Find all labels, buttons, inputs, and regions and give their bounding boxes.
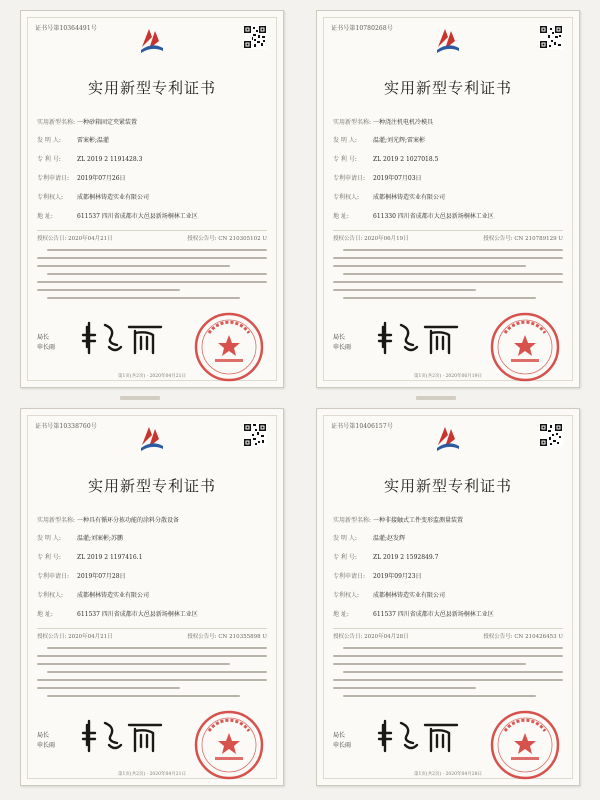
commissioner-signature [377,317,465,359]
utility-model-name: 实用新型名称: 一种具有循环分拣功能的涂料分散设备 [37,517,180,524]
page-footer: 第1页(共2页) · 2020年04月21日 [118,374,186,379]
filing-date: 专利申请日: 2019年09月23日 [333,573,422,580]
certificate-number: 证书号第10364491号 [35,25,97,32]
certificate-title: 实用新型专利证书 [383,477,512,495]
authorization-date: 2020年06月19日 [364,236,409,242]
binder-clip [416,396,456,400]
binder-clip [120,396,160,400]
cnipa-emblem-icon [139,423,165,453]
page-footer: 第1页(共2页) · 2020年06月19日 [414,374,482,379]
certificate-title: 实用新型专利证书 [87,79,216,97]
utility-model-name: 实用新型名称: 一种砂箱固定夹紧装置 [37,119,138,126]
commissioner: 局长 申长雨 [37,732,56,749]
certificate-number: 证书号第10406157号 [331,423,393,430]
authorization-code: CN 210789129 U [514,236,563,242]
owner-address: 地 址: 611330 四川省成都市大邑县新场桐林工业区 [333,213,494,220]
patent-owner: 专利权人: 成都桐林铸造实业有限公司 [37,194,150,201]
inventors: 发 明 人: 温灌;刘光辉;雷案彬 [333,137,426,144]
certificate-body-text [333,647,563,709]
authorization-date: 2020年04月21日 [68,634,113,640]
inventors: 发 明 人: 温灌;刘案彬;苏鹏 [37,535,124,542]
certificate-number: 证书号第10780268号 [331,25,393,32]
patent-number: 专 利 号: ZL 2019 2 1592849.7 [333,554,439,561]
qr-code-icon [243,423,267,447]
authorization-code: CN 210305102 U [218,236,267,242]
commissioner-signature [81,715,169,757]
qr-code-icon [539,25,563,49]
commissioner-signature [81,317,169,359]
patent-owner: 专利权人: 成都桐林铸造实业有限公司 [333,592,446,599]
certificate-3 [20,408,284,786]
page-footer: 第1页(共2页) · 2020年04月21日 [118,772,186,777]
authorization-date: 2020年04月28日 [364,634,409,640]
authorization-line: 授权公告日: 2020年04月21日 授权公告号: CN 210305102 U [37,230,267,242]
authorization-line: 授权公告日: 2020年04月21日 授权公告号: CN 210355898 U [37,628,267,640]
authorization-code: CN 210355898 U [218,634,267,640]
cnipa-emblem-icon [435,423,461,453]
certificate-body-text [333,249,563,311]
certificate-title: 实用新型专利证书 [87,477,216,495]
page-footer: 第1页(共2页) · 2020年04月28日 [414,772,482,777]
patent-owner: 专利权人: 成都桐林铸造实业有限公司 [37,592,150,599]
filing-date: 专利申请日: 2019年07月03日 [333,175,422,182]
utility-model-name: 实用新型名称: 一种非接触式工件变形监测量装置 [333,517,464,524]
patent-number: 专 利 号: ZL 2019 2 1191428.3 [37,156,143,163]
qr-code-icon [243,25,267,49]
commissioner: 局长 申长雨 [333,334,352,351]
authorization-line: 授权公告日: 2020年04月28日 授权公告号: CN 210426453 U [333,628,563,640]
certificate-number: 证书号第10338760号 [35,423,97,430]
filing-date: 专利申请日: 2019年07月26日 [37,175,126,182]
cnipa-emblem-icon [139,25,165,55]
certificate-1 [20,10,284,388]
authorization-line: 授权公告日: 2020年06月19日 授权公告号: CN 210789129 U [333,230,563,242]
certificate-body-text [37,647,267,709]
certificate-4 [316,408,580,786]
authorization-code: CN 210426453 U [514,634,563,640]
commissioner: 局长 申长雨 [333,732,352,749]
commissioner-signature [377,715,465,757]
owner-address: 地 址: 611537 四川省成都市大邑县新场桐林工业区 [37,213,198,220]
certificate-title: 实用新型专利证书 [383,79,512,97]
owner-address: 地 址: 611537 四川省成都市大邑县新场桐林工业区 [37,611,198,618]
commissioner: 局长 申长雨 [37,334,56,351]
certificate-2 [316,10,580,388]
cnipa-emblem-icon [435,25,461,55]
filing-date: 专利申请日: 2019年07月28日 [37,573,126,580]
qr-code-icon [539,423,563,447]
certificate-body-text [37,249,267,311]
patent-number: 专 利 号: ZL 2019 2 1027018.5 [333,156,439,163]
authorization-date: 2020年04月21日 [68,236,113,242]
inventors: 发 明 人: 雷案彬;温灌 [37,137,110,144]
patent-owner: 专利权人: 成都桐林铸造实业有限公司 [333,194,446,201]
inventors: 发 明 人: 温灌;赵发辉 [333,535,406,542]
utility-model-name: 实用新型名称: 一种浇注机电机冷模具 [333,119,434,126]
patent-number: 专 利 号: ZL 2019 2 1197416.1 [37,554,143,561]
owner-address: 地 址: 611537 四川省成都市大邑县新场桐林工业区 [333,611,494,618]
